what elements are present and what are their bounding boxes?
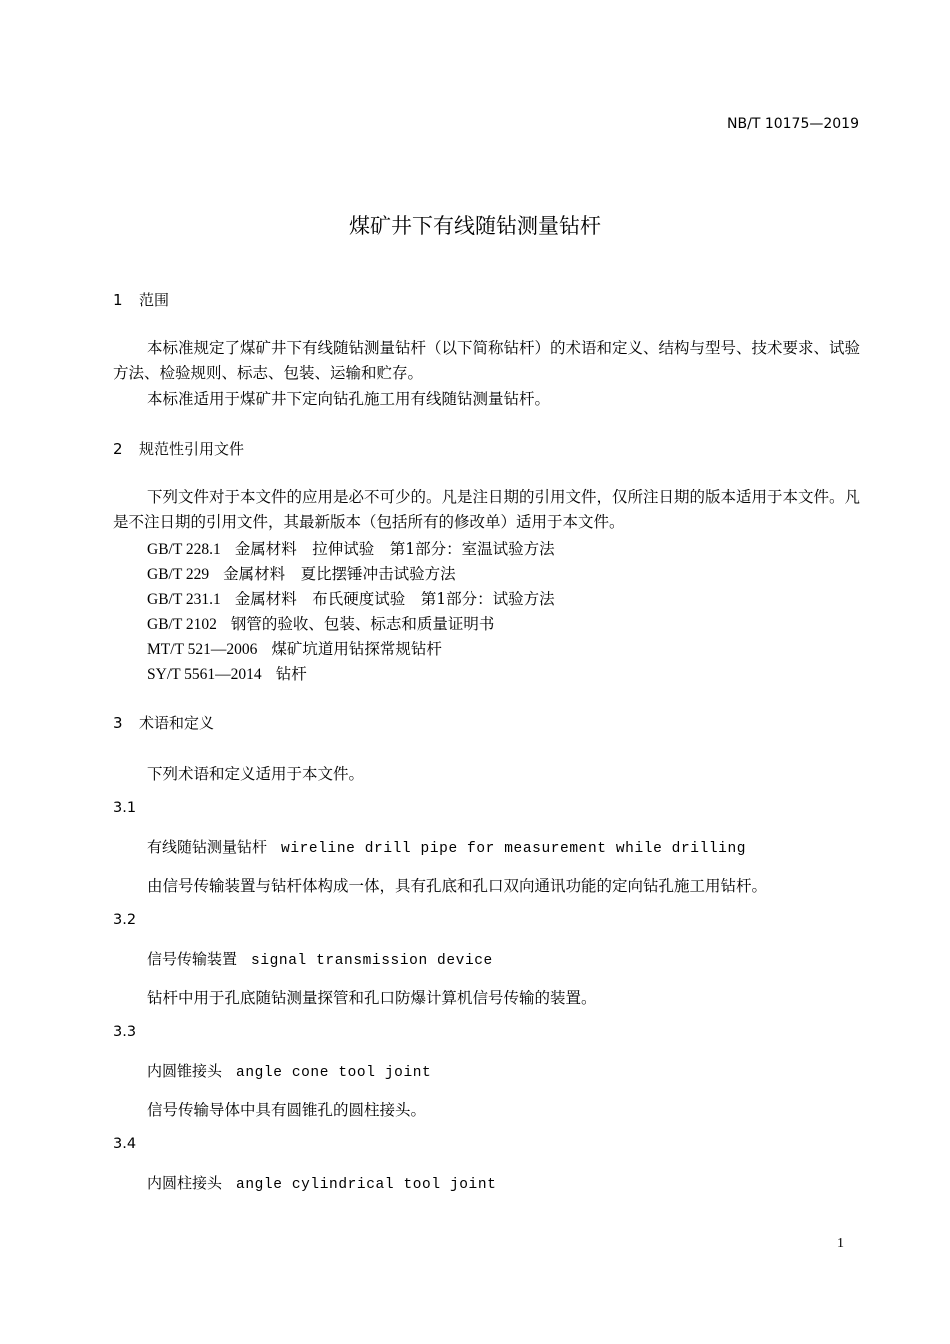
term-entry [147,1172,496,1193]
reference-title: 金属材料 夏比摆锤冲击试验方法 [223,565,456,583]
section-number: 1 [113,291,123,309]
document-title: 煤矿井下有线随钻测量钻杆 [349,214,601,238]
reference-title: 钢管的验收、包装、标志和质量证明书 [230,615,495,633]
term-definition: 信号传输导体中具有圆锥孔的圆柱接头。 [147,1101,427,1119]
section-title: 规范性引用文件 [139,440,245,458]
section-title: 范围 [139,291,170,309]
term-english: angle cylindrical tool joint [236,1177,497,1193]
scope-paragraph-2: 本标准适用于煤矿井下定向钻孔施工用有线随钻测量钻杆。 [147,390,551,408]
reference-title: 金属材料 拉伸试验 第1部分：室温试验方法 [234,540,555,558]
reference-code: GB/T 231.1 [147,591,221,608]
term-chinese: 信号传输装置 [147,950,238,968]
section-heading-terms [113,712,214,733]
clause-number: 3.3 [113,1024,137,1040]
term-entry [147,948,493,969]
clause-number: 3.2 [113,912,137,928]
term-english: wireline drill pipe for measurement while drilling [281,841,747,857]
term-entry [147,836,746,857]
section-heading-normative [113,438,244,459]
term-definition: 钻杆中用于孔底随钻测量探管和孔口防爆计算机信号传输的装置。 [147,989,597,1007]
term-chinese: 内圆柱接头 [147,1174,223,1192]
reference-item [147,587,555,609]
section-number: 3 [113,714,123,732]
term-chinese: 有线随钻测量钻杆 [147,838,268,856]
terms-intro: 下列术语和定义适用于本文件。 [147,765,365,783]
reference-code: GB/T 229 [147,566,210,583]
reference-title: 煤矿坑道用钻探常规钻杆 [271,640,442,658]
reference-code: GB/T 2102 [147,616,217,633]
reference-code: MT/T 521—2006 [147,641,258,658]
term-english: angle cone tool joint [236,1065,432,1081]
term-entry [147,1060,431,1081]
reference-item [147,662,307,684]
term-english: signal transmission device [251,953,493,969]
reference-code: GB/T 228.1 [147,541,221,558]
reference-item [147,637,442,659]
reference-title: 金属材料 布氏硬度试验 第1部分：试验方法 [234,590,555,608]
page-number: 1 [837,1236,844,1251]
section-number: 2 [113,440,123,458]
section-title: 术语和定义 [139,714,215,732]
standard-number: NB/T 10175—2019 [727,116,859,132]
normative-intro: 下列文件对于本文件的应用是必不可少的。凡是注日期的引用文件，仅所注日期的版本适用于本文件。凡是不注日期的引用文件，其最新版本（包括所有的修改单）适用于本文件。 [113,488,861,531]
scope-paragraph-1: 本标准规定了煤矿井下有线随钻测量钻杆（以下简称钻杆）的术语和定义、结构与型号、技术要求、试验方法、检验规则、标志、包装、运输和贮存。 [113,339,861,382]
reference-item [147,562,456,584]
reference-code: SY/T 5561—2014 [147,666,262,683]
term-chinese: 内圆锥接头 [147,1062,223,1080]
term-definition: 由信号传输装置与钻杆体构成一体，具有孔底和孔口双向通讯功能的定向钻孔施工用钻杆。 [147,877,768,895]
clause-number: 3.4 [113,1136,137,1152]
reference-item [147,537,555,559]
clause-number: 3.1 [113,800,137,816]
reference-title: 钻杆 [275,665,307,683]
reference-item [147,612,494,634]
section-heading-scope [113,289,169,310]
